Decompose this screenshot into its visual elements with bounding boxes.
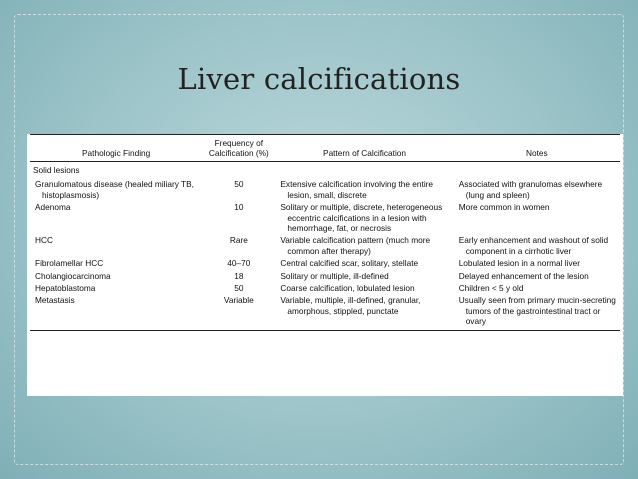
cell-notes: Delayed enhancement of the lesion xyxy=(458,270,589,281)
table-row xyxy=(30,234,620,257)
table-row xyxy=(30,178,620,201)
slide-title: Liver calcifications xyxy=(177,62,461,96)
cell-pattern: Coarse calcification, lobulated lesion xyxy=(280,283,415,294)
cell-notes: Early enhancement and washout of solid component in a cirrhotic liver xyxy=(458,235,609,256)
header-pattern: Pattern of Calcification xyxy=(275,135,453,162)
section-row xyxy=(30,162,620,179)
table-panel xyxy=(27,134,623,396)
cell-notes: More common in women xyxy=(458,202,550,213)
section-label: Solid lesions xyxy=(33,165,80,175)
cell-finding: Metastasis xyxy=(30,294,202,330)
cell-finding: Granulomatous disease (healed miliary TB, histoplasmosis) xyxy=(35,179,194,200)
cell-pattern: Central calcified scar, solitary, stellate xyxy=(280,258,419,269)
table-row xyxy=(30,201,620,234)
cell-frequency: 50 xyxy=(234,283,244,294)
header-pathologic-finding: Pathologic Finding xyxy=(30,135,202,162)
table-row xyxy=(30,257,620,269)
cell-notes: Usually seen from primary mucin-secreting tumors of the gastrointestinal tract or ovary xyxy=(454,294,620,330)
cell-finding: Cholangiocarcinoma xyxy=(35,270,111,281)
cell-notes: Children < 5 y old xyxy=(458,283,524,294)
cell-pattern: Solitary or multiple, ill-defined xyxy=(280,270,389,281)
cell-pattern: Solitary or multiple, discrete, heterogeneous eccentric calcifications in a lesion with hemorrhage, fat, or necrosis xyxy=(280,202,443,234)
cell-frequency: 18 xyxy=(234,270,244,281)
cell-finding: HCC xyxy=(35,235,53,246)
table-row xyxy=(30,270,620,282)
table-row xyxy=(30,282,620,294)
cell-finding: Fibrolamellar HCC xyxy=(35,258,104,269)
cell-finding: Adenoma xyxy=(35,202,71,213)
cell-frequency: 40–70 xyxy=(227,258,251,269)
cell-frequency: 10 xyxy=(234,202,244,213)
cell-frequency: Variable xyxy=(202,294,275,330)
cell-frequency: 50 xyxy=(234,179,244,190)
header-notes: Notes xyxy=(454,135,620,162)
liver-calcifications-table xyxy=(30,134,620,331)
cell-finding: Hepatoblastoma xyxy=(35,283,96,294)
cell-pattern: Variable, multiple, ill-defined, granular, amorphous, stippled, punctate xyxy=(275,294,453,330)
cell-notes: Associated with granulomas elsewhere (lung and spleen) xyxy=(458,179,603,200)
table-row xyxy=(30,294,620,330)
cell-notes: Lobulated lesion in a normal liver xyxy=(458,258,580,269)
header-frequency: Frequency of Calcification (%) xyxy=(202,135,275,162)
table-header-row xyxy=(30,135,620,162)
cell-pattern: Variable calcification pattern (much more common after therapy) xyxy=(280,235,431,256)
cell-frequency: Rare xyxy=(229,235,248,246)
cell-pattern: Extensive calcification involving the entire lesion, small, discrete xyxy=(280,179,434,200)
